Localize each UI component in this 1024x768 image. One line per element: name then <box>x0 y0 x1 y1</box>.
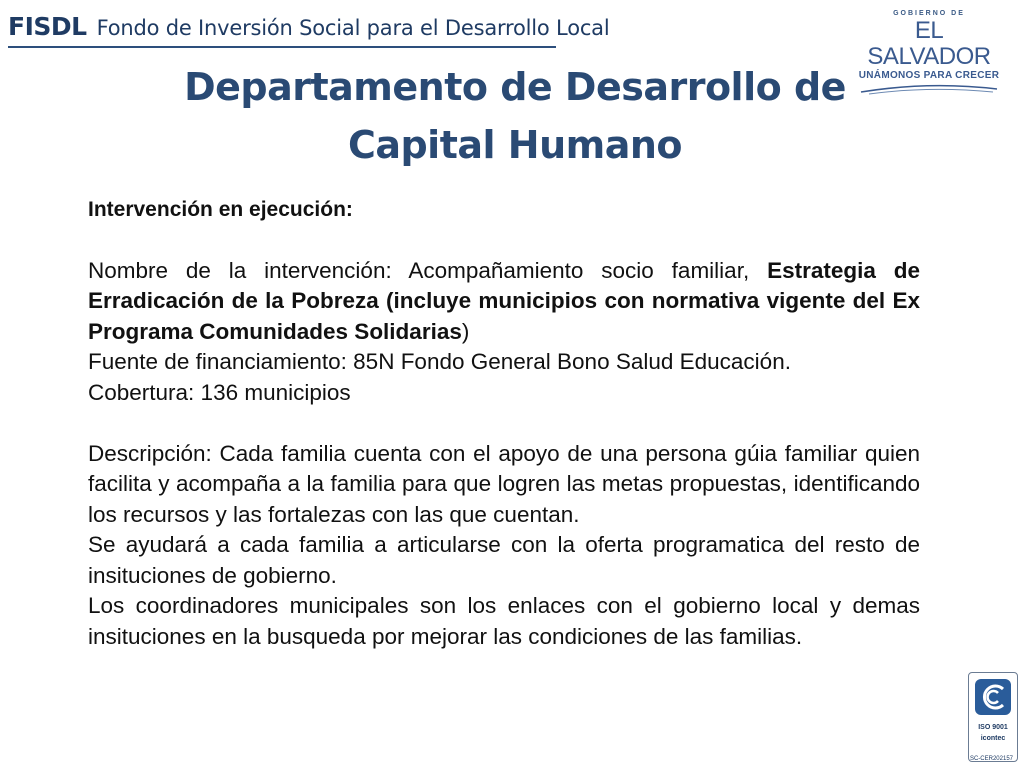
iso-standard: ISO 9001 <box>978 724 1008 731</box>
spacer <box>88 408 920 439</box>
header-divider <box>8 46 556 48</box>
gov-logo-slogan: UNÁMONOS PARA CRECER <box>858 70 1000 81</box>
coverage-paragraph: Cobertura: 136 municipios <box>88 379 351 405</box>
support-paragraph: Se ayudará a cada familia a articularse con la oferta programatica del resto de insituciones de gobierno. <box>88 532 920 588</box>
page-title <box>120 58 910 174</box>
intervention-label: Nombre de la intervención: Acompañamiento socio familiar, <box>88 257 750 283</box>
brand-acronym: FISDL <box>8 12 87 41</box>
section-heading: Intervención en ejecución: <box>88 198 353 221</box>
certification-icon <box>973 677 1013 717</box>
iso-org: icontec <box>980 735 1006 742</box>
gov-logo-main: EL SALVADOR <box>867 17 991 70</box>
coordinators-paragraph: Los coordinadores municipales son los enlaces con el gobierno local y demas insituciones en la busqueda por mejorar las condiciones de las familias. <box>88 593 920 649</box>
intervention-bold: Estrategia de Erradicación de la Pobreza (incluye municipios con normativa vigente del Ex Programa Comunidades Solidarias <box>88 257 920 344</box>
intervention-close: ) <box>461 318 470 344</box>
brand-org-name: Fondo de Inversión Social para el Desarrollo Local <box>96 16 610 40</box>
intervention-paragraph <box>88 256 920 348</box>
iso-certification-badge <box>968 672 1018 762</box>
content-body <box>88 195 920 652</box>
title-line-1: Departamento de Desarrollo de <box>184 65 846 109</box>
title-line-2: Capital Humano <box>347 123 683 167</box>
gov-logo-top: GOBIERNO DE <box>893 10 965 17</box>
description-paragraph: Descripción: Cada familia cuenta con el apoyo de una persona gúia familiar quien facilita y acompaña a la familia para que logren las metas propuestas, identificando los recursos y las fortalezas con las que cuentan. <box>88 440 920 527</box>
iso-code: SC-CER202157 <box>969 756 1013 762</box>
funding-paragraph: Fuente de financiamiento: 85N Fondo General Bono Salud Educación. <box>88 349 791 374</box>
